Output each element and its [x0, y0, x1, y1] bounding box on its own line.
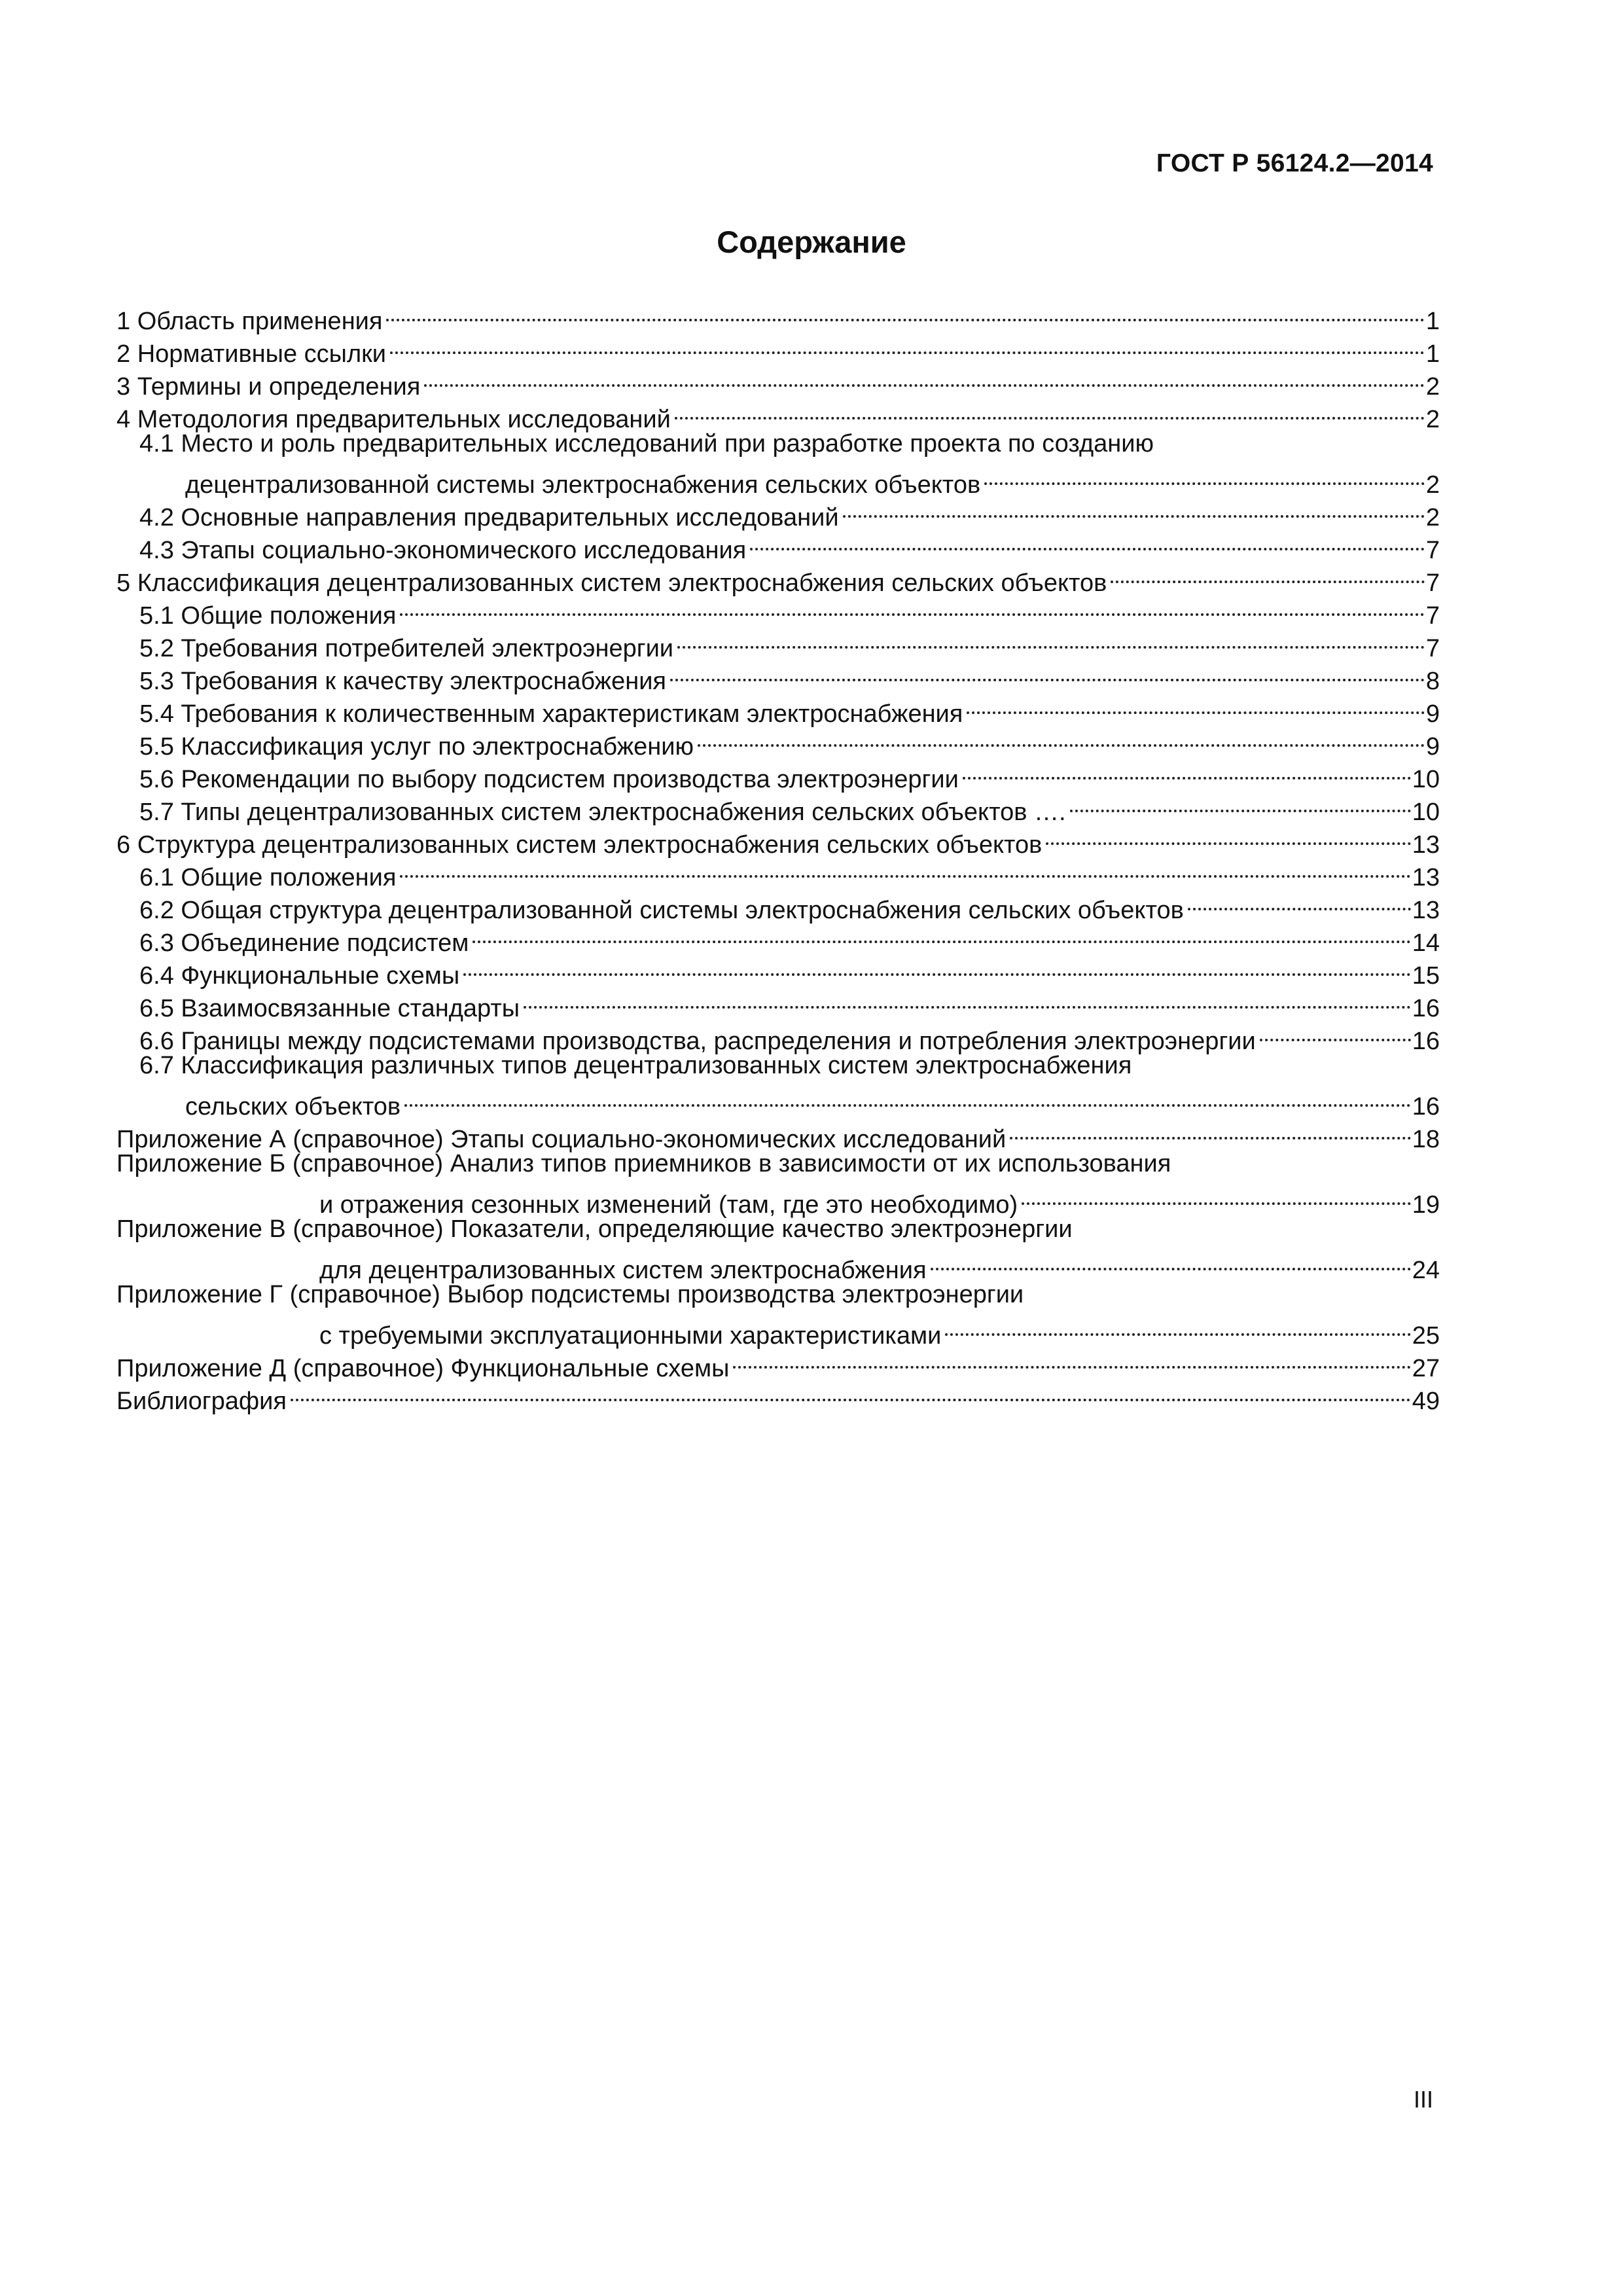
toc-entry[interactable]	[116, 1213, 1440, 1246]
toc-entry-page: 7	[1425, 635, 1440, 662]
toc-dot-leader	[963, 755, 1411, 787]
page-number: III	[1413, 2086, 1433, 2113]
toc-entry-page: 10	[1412, 766, 1440, 793]
toc-dot-leader	[677, 624, 1425, 656]
toc-entry-text: 6 Структура децентрализованных систем электроснабжения сельских объектов	[116, 831, 1043, 859]
toc-entry-text: 6.6 Границы между подсистемами производства, распределения и потребления электроэнергии	[139, 1028, 1256, 1055]
toc-entry-page: 2	[1425, 471, 1440, 499]
toc-entry-text: 5.7 Типы децентрализованных систем электроснабжения сельских объектов ….	[139, 798, 1066, 826]
toc-entry[interactable]	[116, 427, 1440, 460]
toc-entry-page: 2	[1425, 504, 1440, 531]
toc-entry-text: 4.1 Место и роль предварительных исследований при разработке проекта по созданию	[139, 430, 1154, 457]
toc-dot-leader	[1046, 820, 1410, 853]
toc-entry-text: 6.2 Общая структура децентрализованной системы электроснабжения сельских объектов	[139, 897, 1184, 924]
toc-entry-text: Приложение Д (справочное) Функциональные схемы	[116, 1355, 730, 1382]
toc-entry-text: 6.5 Взаимосвязанные стандарты	[139, 995, 520, 1022]
toc-entry-text: 6.3 Объединение подсистем	[139, 929, 469, 957]
toc-entry-page: 18	[1412, 1126, 1440, 1153]
toc-dot-leader	[1070, 787, 1411, 820]
toc-entry-page: 9	[1425, 700, 1440, 728]
toc-dot-leader	[424, 362, 1425, 395]
toc-dot-leader	[1022, 1180, 1411, 1213]
toc-entry-page: 13	[1412, 897, 1440, 924]
toc-entry-page: 16	[1412, 1093, 1440, 1121]
toc-dot-leader	[400, 591, 1424, 624]
toc-entry-page: 7	[1425, 537, 1440, 564]
toc-entry[interactable]	[116, 1344, 1440, 1382]
toc-entry-page: 16	[1412, 1028, 1440, 1055]
toc-entry-page: 13	[1412, 831, 1440, 859]
toc-dot-leader	[386, 296, 1424, 329]
toc-entry-page: 16	[1412, 995, 1440, 1022]
toc-entry-text: сельских объектов	[185, 1093, 401, 1121]
toc-entry-text: 5.3 Требования к качеству электроснабжения	[139, 668, 667, 695]
document-id: ГОСТ Р 56124.2—2014	[1156, 149, 1433, 177]
toc-entry-text: Приложение В (справочное) Показатели, определяющие качество электроэнергии	[116, 1215, 1073, 1243]
table-of-contents	[116, 296, 1440, 1415]
toc-entry-text: Приложение Б (справочное) Анализ типов приемников в зависимости от их использования	[116, 1150, 1171, 1177]
toc-entry-text: 1 Область применения	[116, 308, 383, 335]
toc-entry-text: 5.2 Требования потребителей электроэнергии	[139, 635, 674, 662]
toc-entry[interactable]	[116, 460, 1440, 499]
toc-entry-text: для децентрализованных систем электроснабжения	[319, 1257, 927, 1284]
toc-dot-leader	[984, 460, 1425, 493]
toc-entry-text: 5.4 Требования к количественным характеристикам электроснабжения	[139, 700, 963, 728]
toc-dot-leader	[967, 689, 1424, 722]
toc-entry-text: 4 Методология предварительных исследований	[116, 406, 671, 433]
toc-dot-leader	[291, 1376, 1411, 1409]
toc-dot-leader	[524, 984, 1411, 1016]
toc-entry[interactable]	[116, 296, 1440, 335]
toc-entry-text: децентрализованной системы электроснабжения сельских объектов	[185, 471, 981, 499]
toc-entry-page: 19	[1412, 1191, 1440, 1219]
toc-entry-text: 2 Нормативные ссылки	[116, 340, 386, 368]
toc-dot-leader	[750, 526, 1425, 558]
toc-dot-leader	[675, 395, 1425, 427]
toc-dot-leader	[390, 329, 1425, 362]
toc-entry-text: Приложение Г (справочное) Выбор подсистемы производства электроэнергии	[116, 1281, 1024, 1308]
toc-entry-text: 5.6 Рекомендации по выбору подсистем производства электроэнергии	[139, 766, 959, 793]
toc-entry-page: 10	[1412, 798, 1440, 826]
toc-entry-page: 14	[1412, 929, 1440, 957]
toc-entry-page: 49	[1412, 1388, 1440, 1415]
toc-entry[interactable]	[116, 1180, 1440, 1219]
toc-entry-page: 24	[1412, 1257, 1440, 1284]
toc-dot-leader	[1188, 886, 1411, 918]
toc-entry[interactable]	[116, 1311, 1440, 1350]
toc-dot-leader	[931, 1246, 1411, 1278]
toc-entry[interactable]	[116, 1376, 1440, 1415]
toc-entry[interactable]	[116, 1278, 1440, 1311]
toc-entry-page: 27	[1412, 1355, 1440, 1382]
toc-dot-leader	[698, 722, 1425, 755]
toc-dot-leader	[843, 493, 1425, 526]
toc-entry-page: 2	[1425, 373, 1440, 401]
toc-dot-leader	[1010, 1115, 1411, 1147]
toc-entry[interactable]	[116, 1246, 1440, 1284]
toc-entry-page: 7	[1425, 602, 1440, 630]
toc-entry-text: 6.7 Классификация различных типов децентрализованных систем электроснабжения	[139, 1052, 1132, 1079]
toc-entry[interactable]	[116, 1082, 1440, 1121]
toc-entry-text: 5 Классификация децентрализованных систем электроснабжения сельских объектов	[116, 569, 1107, 597]
toc-dot-leader	[733, 1344, 1410, 1376]
toc-entry[interactable]	[116, 1147, 1440, 1180]
toc-entry-text: и отражения сезонных изменений (там, где это необходимо)	[319, 1191, 1018, 1219]
toc-dot-leader	[945, 1311, 1410, 1344]
toc-entry-text: Приложение А (справочное) Этапы социально-экономических исследований	[116, 1126, 1007, 1153]
toc-entry-page: 8	[1425, 668, 1440, 695]
toc-entry-page: 7	[1425, 569, 1440, 597]
toc-dot-leader	[1260, 1016, 1411, 1049]
toc-entry-text: 4.3 Этапы социально-экономического исследования	[139, 537, 747, 564]
toc-dot-leader	[473, 918, 1410, 951]
toc-dot-leader	[404, 1082, 1411, 1115]
toc-entry-page: 9	[1425, 733, 1440, 761]
toc-entry-page: 13	[1412, 864, 1440, 891]
toc-entry-text: 3 Термины и определения	[116, 373, 421, 401]
toc-dot-leader	[1111, 558, 1425, 591]
toc-entry-text: с требуемыми эксплуатационными характеристиками	[319, 1322, 942, 1350]
toc-entry-page: 1	[1425, 308, 1440, 335]
toc-entry-page: 15	[1412, 962, 1440, 990]
toc-dot-leader	[463, 951, 1410, 984]
toc-entry-text: Библиография	[116, 1388, 287, 1415]
toc-entry-text: 6.4 Функциональные схемы	[139, 962, 460, 990]
toc-dot-leader	[670, 656, 1425, 689]
toc-entry-text: 6.1 Общие положения	[139, 864, 397, 891]
toc-entry-text: 5.1 Общие положения	[139, 602, 397, 630]
toc-entry-text: 5.5 Классификация услуг по электроснабжению	[139, 733, 694, 761]
toc-dot-leader	[400, 853, 1410, 886]
toc-entry-page: 25	[1412, 1322, 1440, 1350]
toc-entry-page: 2	[1425, 406, 1440, 433]
toc-entry-page: 1	[1425, 340, 1440, 368]
toc-entry-text: 4.2 Основные направления предварительных исследований	[139, 504, 839, 531]
toc-title: Содержание	[717, 224, 906, 259]
